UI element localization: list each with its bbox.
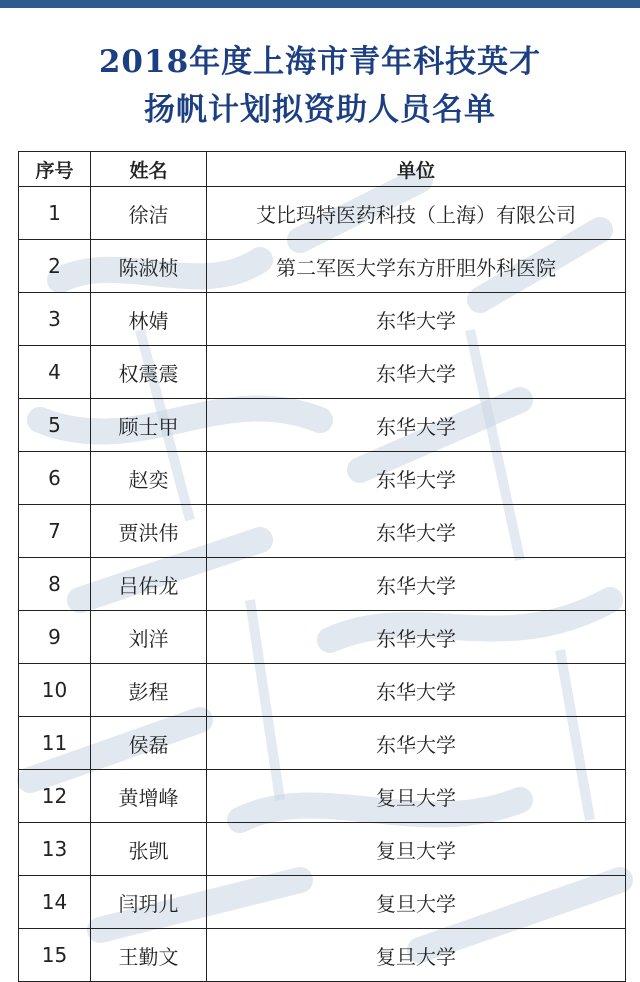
cell-index: 5 bbox=[19, 399, 91, 452]
cell-index: 8 bbox=[19, 558, 91, 611]
cell-name: 林婧 bbox=[91, 293, 207, 346]
cell-name: 赵奕 bbox=[91, 452, 207, 505]
cell-index: 15 bbox=[19, 929, 91, 982]
cell-unit: 东华大学 bbox=[207, 399, 626, 452]
cell-unit: 复旦大学 bbox=[207, 823, 626, 876]
cell-name: 陈淑桢 bbox=[91, 240, 207, 293]
cell-index: 12 bbox=[19, 770, 91, 823]
cell-unit: 东华大学 bbox=[207, 611, 626, 664]
table-row bbox=[19, 505, 626, 558]
table-row bbox=[19, 240, 626, 293]
funded-personnel-table bbox=[18, 151, 626, 982]
cell-unit: 东华大学 bbox=[207, 452, 626, 505]
table-row bbox=[19, 929, 626, 982]
cell-unit: 东华大学 bbox=[207, 505, 626, 558]
cell-index: 13 bbox=[19, 823, 91, 876]
title-line-2: 扬帆计划拟资助人员名单 bbox=[144, 92, 496, 128]
cell-index: 10 bbox=[19, 664, 91, 717]
table-row bbox=[19, 346, 626, 399]
cell-index: 6 bbox=[19, 452, 91, 505]
top-banner-bar bbox=[0, 0, 640, 8]
cell-name: 闫玥儿 bbox=[91, 876, 207, 929]
cell-unit: 东华大学 bbox=[207, 717, 626, 770]
table-row bbox=[19, 876, 626, 929]
document-title bbox=[0, 38, 640, 134]
cell-name: 顾士甲 bbox=[91, 399, 207, 452]
cell-index: 1 bbox=[19, 187, 91, 240]
table-row bbox=[19, 611, 626, 664]
cell-unit: 复旦大学 bbox=[207, 770, 626, 823]
cell-unit: 艾比玛特医药科技（上海）有限公司 bbox=[207, 187, 626, 240]
cell-name: 贾洪伟 bbox=[91, 505, 207, 558]
table-header-row bbox=[19, 152, 626, 187]
cell-name: 王勤文 bbox=[91, 929, 207, 982]
cell-index: 14 bbox=[19, 876, 91, 929]
cell-name: 张凯 bbox=[91, 823, 207, 876]
table-row bbox=[19, 717, 626, 770]
table-row bbox=[19, 452, 626, 505]
cell-name: 权震震 bbox=[91, 346, 207, 399]
cell-name: 侯磊 bbox=[91, 717, 207, 770]
table-row bbox=[19, 770, 626, 823]
cell-unit: 东华大学 bbox=[207, 558, 626, 611]
cell-name: 彭程 bbox=[91, 664, 207, 717]
cell-index: 11 bbox=[19, 717, 91, 770]
header-unit: 单位 bbox=[207, 152, 626, 187]
header-index: 序号 bbox=[19, 152, 91, 187]
cell-unit: 东华大学 bbox=[207, 293, 626, 346]
cell-index: 9 bbox=[19, 611, 91, 664]
table-row bbox=[19, 187, 626, 240]
cell-unit: 复旦大学 bbox=[207, 929, 626, 982]
table-row bbox=[19, 664, 626, 717]
table-row bbox=[19, 558, 626, 611]
cell-name: 吕佑龙 bbox=[91, 558, 207, 611]
cell-index: 7 bbox=[19, 505, 91, 558]
cell-index: 4 bbox=[19, 346, 91, 399]
table-row bbox=[19, 399, 626, 452]
table-row bbox=[19, 823, 626, 876]
cell-name: 黄增峰 bbox=[91, 770, 207, 823]
cell-unit: 东华大学 bbox=[207, 346, 626, 399]
cell-name: 徐洁 bbox=[91, 187, 207, 240]
cell-index: 2 bbox=[19, 240, 91, 293]
title-line-1: 2018年度上海市青年科技英才 bbox=[98, 44, 542, 80]
cell-unit: 东华大学 bbox=[207, 664, 626, 717]
header-name: 姓名 bbox=[91, 152, 207, 187]
cell-unit: 第二军医大学东方肝胆外科医院 bbox=[207, 240, 626, 293]
cell-index: 3 bbox=[19, 293, 91, 346]
cell-unit: 复旦大学 bbox=[207, 876, 626, 929]
table-row bbox=[19, 293, 626, 346]
cell-name: 刘洋 bbox=[91, 611, 207, 664]
